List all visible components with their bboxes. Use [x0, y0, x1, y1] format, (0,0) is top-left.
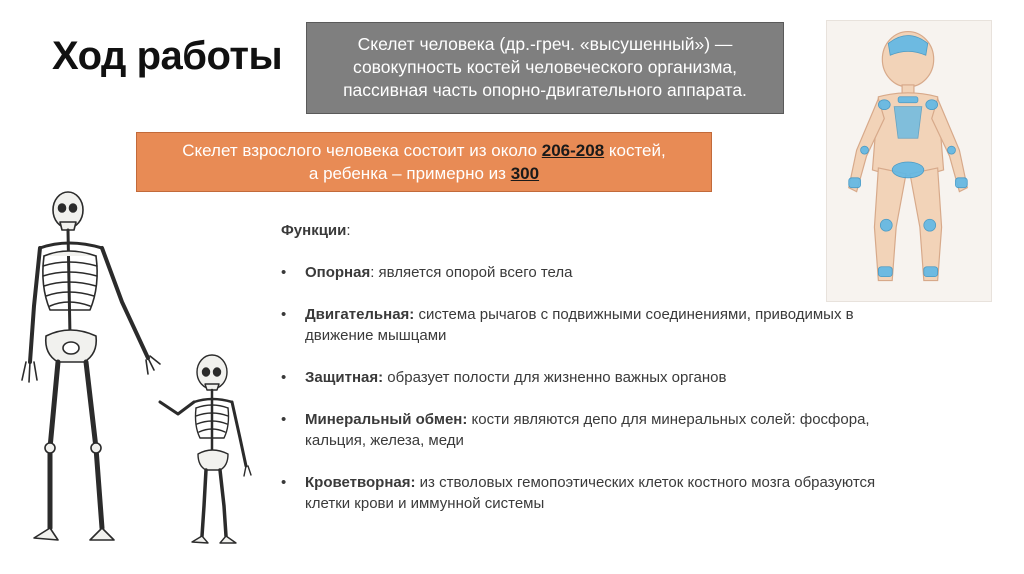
bone-count-line-1	[137, 139, 711, 162]
functions-list	[281, 262, 921, 514]
functions-heading-colon: :	[346, 222, 351, 239]
function-term: Кроветворная:	[305, 474, 416, 491]
functions-heading	[281, 220, 921, 241]
bullet-icon: •	[281, 264, 287, 281]
function-desc: из стволовых гемопоэтических клеток костного мозга образуются клетки крови и иммунной системы	[305, 474, 876, 512]
function-item-hematopoietic	[281, 472, 921, 514]
bone-count-text: а ребенка – примерно из	[308, 164, 511, 183]
bullet-icon: •	[281, 411, 287, 428]
function-item-motor	[281, 304, 921, 346]
definition-box	[306, 22, 784, 114]
function-term: Двигательная:	[305, 306, 415, 323]
function-item-mineral	[281, 409, 921, 451]
bullet-icon: •	[281, 474, 287, 491]
definition-line: Скелет человека (др.-греч. «высушенный») —	[357, 34, 733, 54]
bone-count-text: Скелет взрослого человека состоит из около	[182, 141, 542, 160]
function-item-support	[281, 262, 921, 283]
definition-line: пассивная часть опорно-двигательного аппарата.	[343, 80, 747, 100]
function-desc: образует полости для жизненно важных органов	[383, 369, 727, 386]
bullet-icon: •	[281, 369, 287, 386]
child-body-diagram	[826, 20, 992, 302]
function-desc: : является опорой всего тела	[370, 264, 573, 281]
bone-count-line-2	[137, 162, 711, 185]
child-bone-count: 300	[510, 164, 540, 183]
function-desc: система рычагов с подвижными соединениями, приводимых в движение мышцами	[305, 306, 854, 344]
functions-heading-label: Функции	[281, 222, 347, 239]
function-term: Защитная:	[305, 369, 384, 386]
definition-line: совокупность костей человеческого организма,	[353, 57, 737, 77]
functions-section	[281, 220, 921, 535]
bone-count-box	[136, 132, 712, 192]
function-item-protective	[281, 367, 921, 388]
body-outline	[849, 32, 968, 281]
function-term: Опорная	[305, 264, 371, 281]
function-term: Минеральный обмен:	[305, 411, 468, 428]
adult-bone-count: 206-208	[541, 141, 605, 160]
bullet-icon: •	[281, 306, 287, 323]
child-skeleton-illustration	[150, 350, 260, 550]
bone-count-text: костей,	[604, 141, 666, 160]
function-desc: кости являются депо для минеральных солей: фосфора, кальция, железа, меди	[305, 411, 870, 449]
slide-title: Ход работы	[52, 34, 283, 78]
